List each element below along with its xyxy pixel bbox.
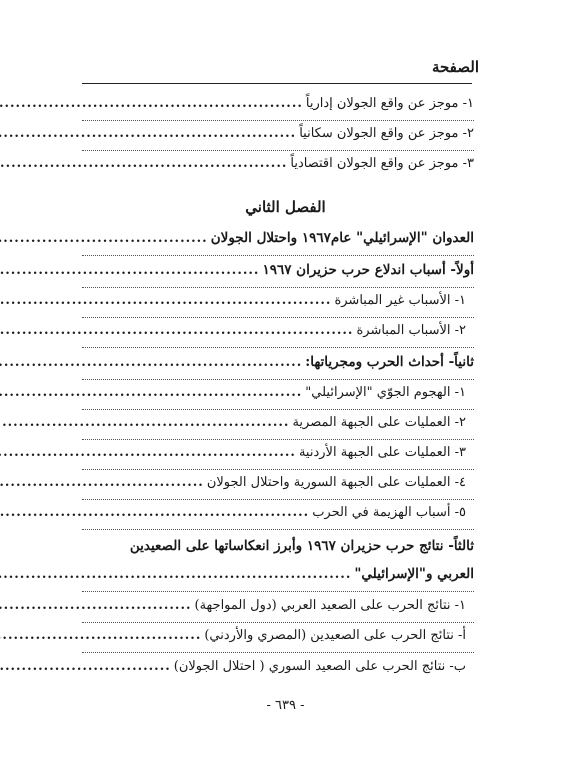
row-separator — [82, 120, 474, 121]
row-separator — [82, 499, 474, 500]
entry-title: ٢- العمليات على الجبهة المصرية — [292, 415, 466, 430]
toc-entry[interactable] — [86, 598, 474, 622]
entry-title: ثانياً- أحداث الحرب ومجرياتها: — [305, 354, 474, 370]
toc-entry[interactable] — [86, 628, 474, 652]
toc-entry[interactable] — [86, 475, 474, 499]
toc-entry[interactable] — [86, 445, 474, 469]
toc-entry[interactable] — [86, 415, 474, 439]
section-heading[interactable] — [86, 354, 474, 378]
toc-entry[interactable] — [86, 126, 474, 150]
entry-title: ٢- الأسباب المباشرة — [356, 323, 466, 338]
leader-dots — [0, 293, 334, 308]
row-separator — [82, 652, 474, 653]
section-heading[interactable] — [86, 566, 474, 590]
entry-title: العدوان "الإسرائيلي" عام١٩٦٧ واحتلال الجولان — [210, 230, 474, 246]
section-heading[interactable] — [86, 262, 474, 286]
entry-title: ١- الأسباب غير المباشرة — [334, 293, 466, 308]
entry-title: ٢- موجز عن واقع الجولان سكانياً — [299, 126, 474, 141]
row-separator — [82, 379, 474, 380]
page-column-header: الصفحة — [431, 58, 479, 76]
row-separator — [82, 287, 474, 288]
row-separator — [82, 469, 474, 470]
row-separator — [82, 439, 474, 440]
leader-dots — [0, 231, 211, 246]
toc-entry[interactable] — [86, 385, 474, 409]
leader-dots — [0, 126, 299, 141]
header-rule — [82, 83, 472, 84]
row-separator — [82, 347, 474, 348]
entry-title: العربي و"الإسرائيلي" — [354, 566, 474, 582]
leader-dots — [0, 415, 292, 430]
chapter-title: الفصل الثاني — [245, 198, 326, 216]
leader-dots — [0, 445, 299, 460]
toc-entry[interactable] — [86, 156, 474, 180]
toc-entry[interactable] — [86, 505, 474, 529]
leader-dots — [0, 96, 306, 111]
row-separator — [82, 317, 474, 318]
leader-dots — [0, 567, 354, 582]
row-separator — [82, 255, 474, 256]
row-separator — [82, 591, 474, 592]
leader-dots — [0, 475, 207, 490]
row-separator — [82, 409, 474, 410]
toc-entry[interactable] — [86, 659, 474, 683]
entry-title: أ- نتائج الحرب على الصعيدين (المصري والأردني) — [204, 628, 466, 643]
row-separator — [82, 150, 474, 151]
entry-title: ٥- أسباب الهزيمة في الحرب — [312, 505, 466, 520]
toc-entry[interactable] — [86, 293, 474, 317]
entry-title: ب- نتائج الحرب على الصعيد السوري ( احتلال الجولان) — [173, 659, 466, 674]
leader-dots — [0, 659, 174, 674]
entry-title: ٣- العمليات على الجبهة الأردنية — [298, 445, 466, 460]
leader-dots — [0, 263, 262, 278]
chapter-entry[interactable] — [86, 230, 474, 254]
entry-title: ١- موجز عن واقع الجولان إدارياً — [305, 96, 474, 111]
leader-dots — [0, 628, 204, 643]
entry-title: ١- نتائج الحرب على الصعيد العربي (دول المواجهة) — [194, 598, 466, 613]
leader-dots — [0, 505, 312, 520]
leader-dots — [0, 355, 305, 370]
row-separator — [82, 622, 474, 623]
entry-title: أولاً- أسباب اندلاع حرب حزيران ١٩٦٧ — [262, 262, 474, 278]
entry-title: ٤- العمليات على الجبهة السورية واحتلال الجولان — [206, 475, 466, 490]
row-separator — [82, 529, 474, 530]
toc-entry[interactable] — [86, 96, 474, 120]
leader-dots — [0, 156, 290, 171]
entry-title: ٣- موجز عن واقع الجولان اقتصادياً — [290, 156, 474, 171]
entry-title: ١- الهجوم الجوّي "الإسرائيلي" — [305, 385, 466, 400]
leader-dots — [0, 598, 195, 613]
page-number: - ٦٣٩ - — [266, 698, 305, 713]
section-heading-line1: ثالثاً- نتائج حرب حزيران ١٩٦٧ وأبرز انعكاساتها على الصعيدين — [129, 538, 474, 554]
leader-dots — [0, 385, 305, 400]
toc-entry[interactable] — [86, 323, 474, 347]
leader-dots — [0, 323, 356, 338]
